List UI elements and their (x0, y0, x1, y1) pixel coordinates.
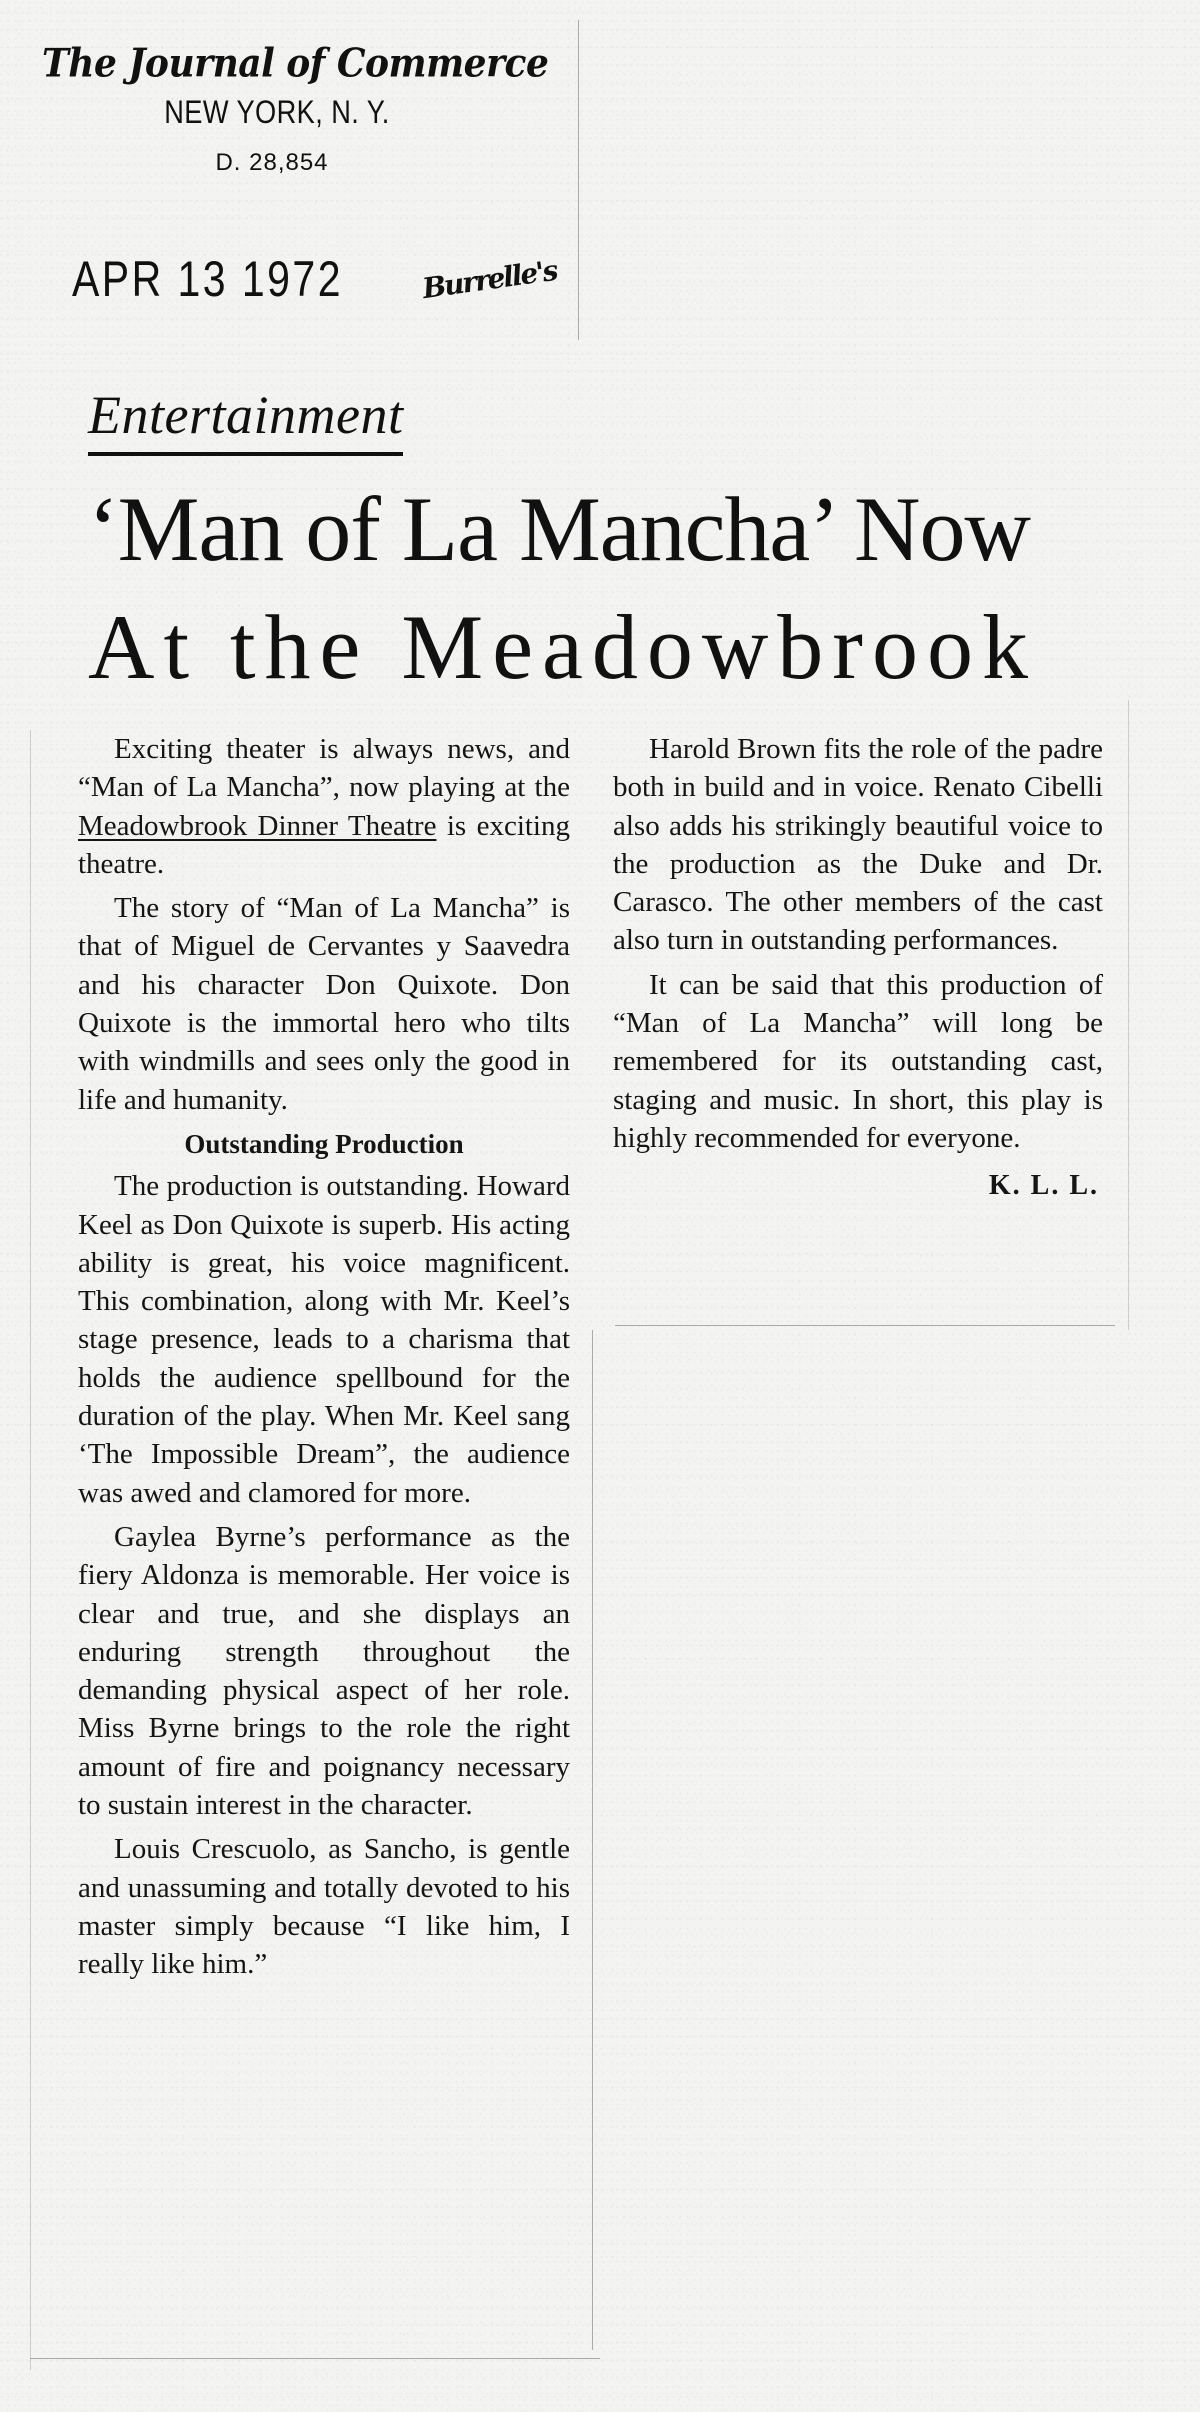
headline (88, 470, 1128, 706)
section-label: Entertainment (88, 384, 403, 456)
clipping-edge-line (615, 1325, 1115, 1326)
masthead (42, 40, 582, 177)
subheading: Outstanding Production (184, 1128, 464, 1159)
author-initials: K. L. L. (988, 1170, 1099, 1202)
date-stamp: APR 13 1972 (72, 251, 343, 307)
paragraph: Gaylea Byrne’s performance as the fiery Aldonza is memorable. Her voice is clear and true, and she displays an enduring strength throughout the demanding physical aspect of her role. Miss Byrne brings to the role the right amount of fire and poignancy necessary to sustain interest in the character. (78, 1520, 570, 1822)
paragraph-text: Exciting theater is always news, and “Man of La Mancha”, now playing at the (78, 733, 570, 804)
paragraph: It can be said that this production of “Man of La Mancha” will long be remembered for its outstanding cast, staging and music. In short, this play is highly recommended for everyone. (613, 968, 1103, 1154)
venue-name-underlined: Meadowbrook Dinner Theatre (78, 809, 437, 842)
newspaper-name: The Journal of Commerce (42, 40, 549, 87)
clipping-edge-line (592, 1330, 593, 2350)
clipping-edge-line (1128, 700, 1129, 1330)
paragraph: Louis Crescuolo, as Sancho, is gentle and unassuming and totally devoted to his master simply because “I like him, I really like him.” (78, 1833, 570, 1981)
paragraph: The story of “Man of La Mancha” is that of Miguel de Cervantes y Saavedra and his character Don Quixote. Don Quixote is the immortal hero who tilts with windmills and sees only the good in life and humanity. (78, 892, 570, 1116)
headline-line-1: ‘Man of La Mancha’ Now (88, 478, 1030, 580)
date-stamp-row (72, 250, 557, 308)
paragraph-text: is exciting theatre. (78, 809, 570, 880)
circulation-figure: D. 28,854 (215, 149, 329, 176)
newspaper-city: NEW YORK, N. Y. (164, 94, 390, 130)
article-column-right (613, 730, 1103, 1206)
headline-line-2: At the Meadowbrook (88, 596, 1037, 698)
clipping-edge-line (30, 2358, 600, 2359)
article-column-left (78, 730, 570, 1990)
clipping-edge-line (30, 730, 31, 2370)
clipping-service-signature: Burrelle's (420, 253, 559, 305)
paragraph: Harold Brown fits the role of the padre both in build and in voice. Renato Cibelli also adds his strikingly beautiful voice to the production as the Duke and Dr. Carasco. The other members of the cast also turn in outstanding performances. (613, 733, 1103, 957)
paragraph (78, 730, 570, 883)
paragraph: The production is outstanding. Howard Keel as Don Quixote is superb. His acting ability is great, his voice magnificent. This combination, along with Mr. Keel’s stage presence, leads to a charisma that holds the audience spellbound for the duration of the play. When Mr. Keel sang ‘The Impossible Dream”, the audience was awed and clamored for more. (78, 1170, 570, 1509)
